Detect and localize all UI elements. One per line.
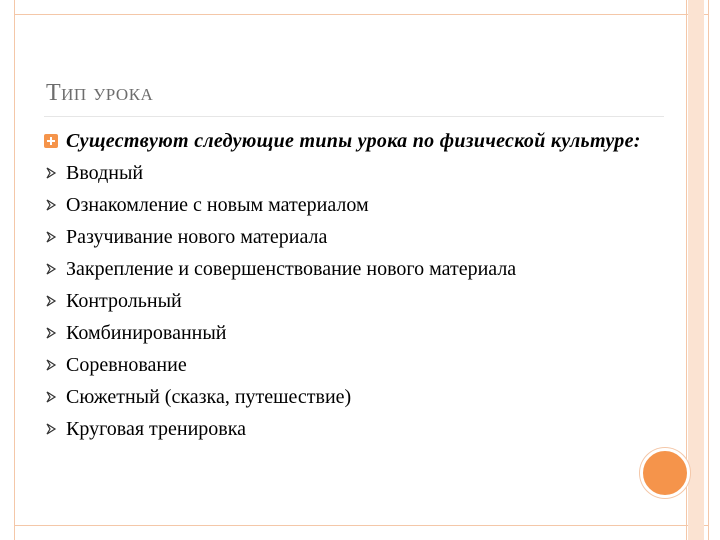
- arrow-bullet-icon: [44, 294, 58, 308]
- list-item-text: Ознакомление с новым материалом: [66, 194, 369, 216]
- slide-title: Тип урока: [46, 80, 154, 106]
- list-item: [44, 322, 644, 344]
- arrow-bullet-icon: [44, 390, 58, 404]
- list-item-text: Соревнование: [66, 354, 187, 376]
- list-item-text: Закрепление и совершенствование нового материала: [66, 258, 517, 280]
- list-item-text: Сюжетный (сказка, путешествие): [66, 386, 352, 408]
- arrow-bullet-icon: [44, 262, 58, 276]
- lead-text: Существуют следующие типы урока по физической культуре:: [66, 130, 641, 152]
- list-item: [44, 354, 644, 376]
- list-item: [44, 290, 644, 312]
- arrow-bullet-icon: [44, 198, 58, 212]
- list-item: [44, 194, 644, 216]
- title-divider: [44, 116, 664, 117]
- list-item: [44, 258, 644, 280]
- list-item-text: Разучивание нового материала: [66, 226, 328, 248]
- frame-right-outer-line: [708, 0, 709, 540]
- list-item-text: Контрольный: [66, 290, 182, 312]
- list-item: [44, 226, 644, 248]
- lead-list-item: [44, 130, 644, 152]
- list-item: [44, 162, 644, 184]
- frame-bottom-line: [14, 525, 708, 526]
- list-item-text: Комбинированный: [66, 322, 227, 344]
- list-item: [44, 386, 644, 408]
- decorative-circle: [640, 448, 690, 498]
- box-bullet-icon: [44, 134, 58, 148]
- arrow-bullet-icon: [44, 326, 58, 340]
- frame-left-line: [14, 0, 15, 540]
- arrow-bullet-icon: [44, 422, 58, 436]
- arrow-bullet-icon: [44, 358, 58, 372]
- frame-right-band: [688, 0, 704, 540]
- list-item-text: Вводный: [66, 162, 144, 184]
- arrow-bullet-icon: [44, 166, 58, 180]
- slide-content: [44, 130, 644, 450]
- arrow-bullet-icon: [44, 230, 58, 244]
- list-item: [44, 418, 644, 440]
- list-item-text: Круговая тренировка: [66, 418, 247, 440]
- frame-top-line: [14, 14, 708, 15]
